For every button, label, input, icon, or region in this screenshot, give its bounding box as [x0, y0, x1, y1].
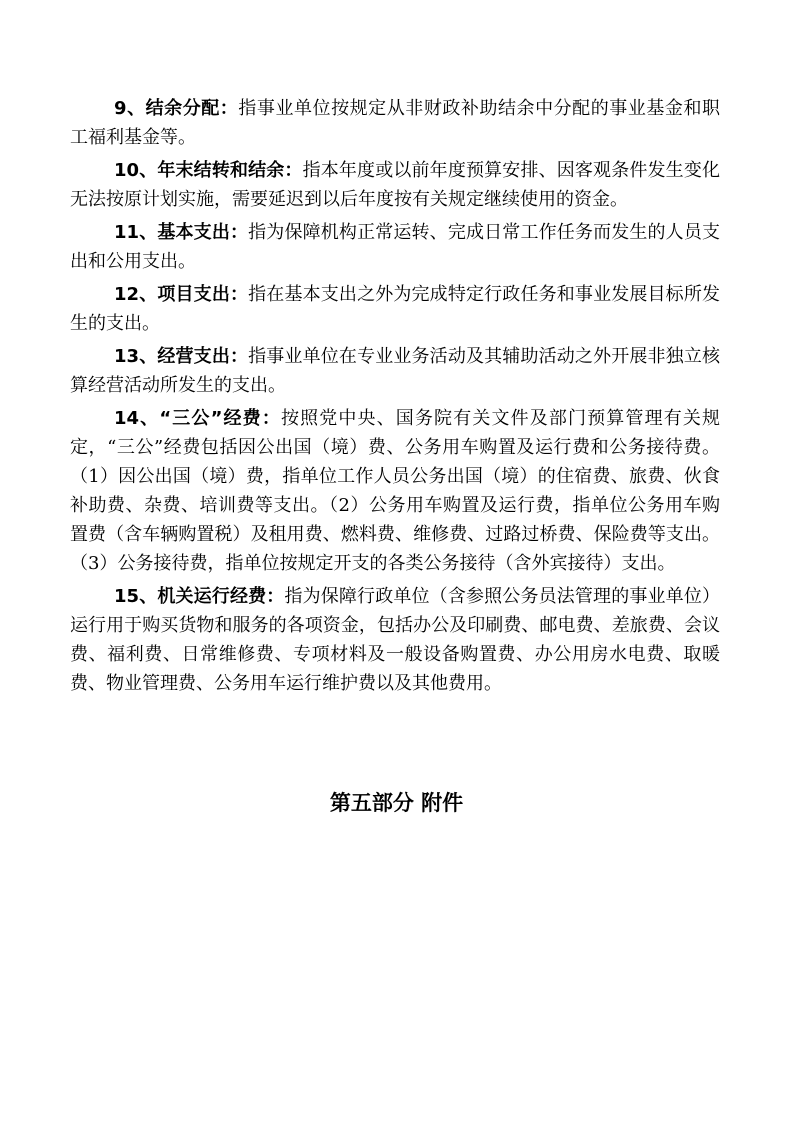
definition-15 [70, 582, 720, 698]
definition-10 [70, 156, 720, 214]
definition-text: 指为保障行政单位（含参照公务员法管理的事业单位）运行用于购买货物和服务的各项资金，包括办公及印刷费、邮电费、差旅费、会议费、福利费、日常维修费、专项材料及一般设备购置费、办公用房水电费、取暖费、物业管理费、公务用车运行维护费以及其他费用。 [70, 586, 720, 694]
definition-text: 指为保障机构正常运转、完成日常工作任务而发生的人员支出和公用支出。 [70, 222, 720, 272]
document-body [70, 94, 720, 702]
definition-text: 按照党中央、国务院有关文件及部门预算管理有关规定，“三公”经费包括因公出国（境）费、公务用车购置及运行费和公务接待费。（1）因公出国（境）费，指单位工作人员公务出国（境）的住宿费、旅费、伙食补助费、杂费、培训费等支出。（2）公务用车购置及运行费，指单位公务用车购置费（含车辆购置税）及租用费、燃料费、维修费、过路过桥费、保险费等支出。（3）公务接待费，指单位按规定开支的各类公务接待（含外宾接待）支出。 [70, 408, 720, 574]
definition-9 [70, 94, 720, 152]
definition-14 [70, 404, 720, 578]
definition-text: 指事业单位在专业业务活动及其辅助活动之外开展非独立核算经营活动所发生的支出。 [70, 346, 720, 396]
definition-13 [70, 342, 720, 400]
definition-text: 指在基本支出之外为完成特定行政任务和事业发展目标所发生的支出。 [70, 284, 720, 334]
definition-term: 15、机关运行经费： [114, 586, 285, 607]
definition-11 [70, 218, 720, 276]
section-title: 第五部分 附件 [329, 791, 464, 815]
definition-text: 指本年度或以前年度预算安排、因客观条件发生变化无法按原计划实施，需要延迟到以后年度按有关规定继续使用的资金。 [70, 160, 720, 210]
definition-term: 9、结余分配： [114, 98, 239, 119]
definition-term: 13、经营支出： [114, 346, 249, 367]
definition-term: 12、项目支出： [114, 284, 249, 305]
definition-12 [70, 280, 720, 338]
definition-term: 10、年末结转和结余： [114, 160, 303, 181]
definition-term: 14、“三公”经费： [114, 408, 281, 429]
definition-text: 指事业单位按规定从非财政补助结余中分配的事业基金和职工福利基金等。 [70, 98, 721, 148]
definition-term: 11、基本支出： [114, 222, 249, 243]
